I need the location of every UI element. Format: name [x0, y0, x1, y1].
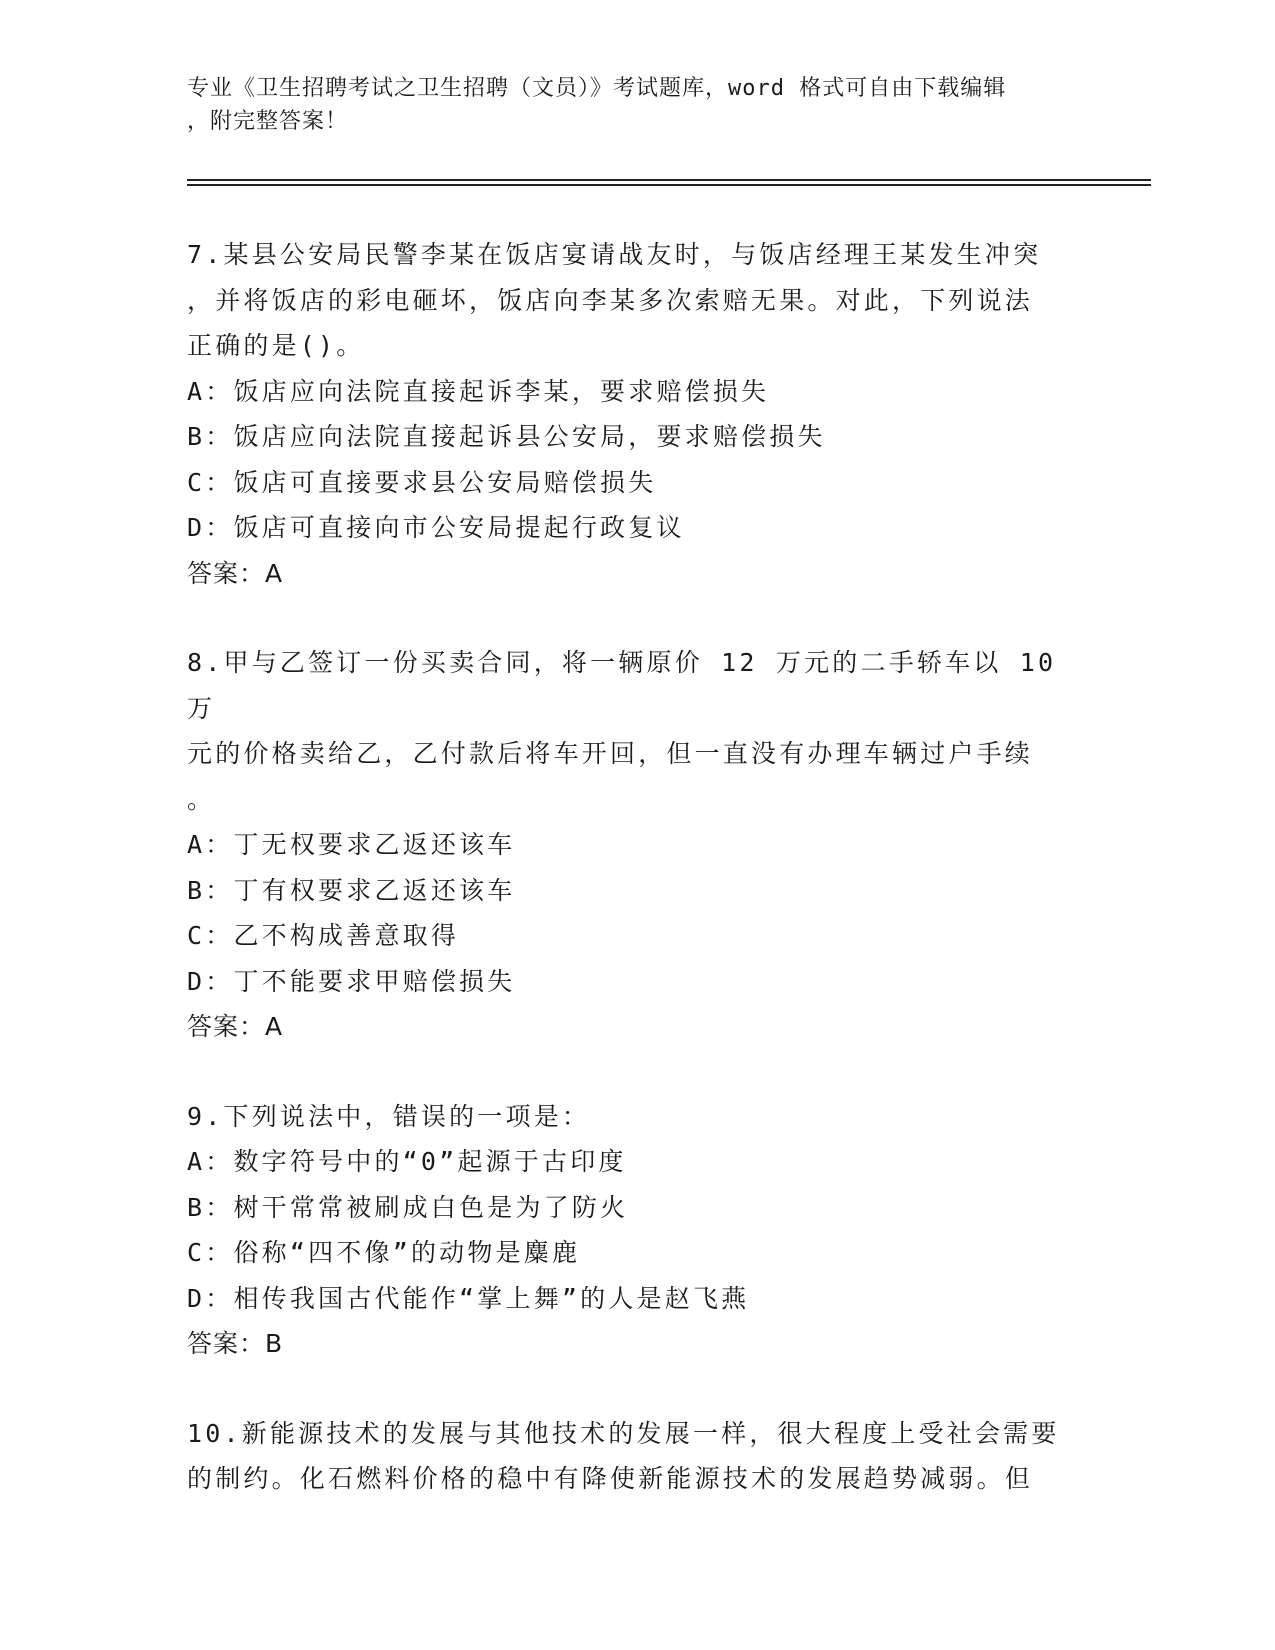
question-10	[187, 1411, 1087, 1502]
document-header: 专业《卫生招聘考试之卫生招聘（文员）》考试题库，word 格式可自由下载编辑 ，附完整答案！	[187, 76, 1007, 134]
option-d: D：相传我国古代能作“掌上舞”的人是赵飞燕	[187, 1283, 750, 1313]
question-text: 7.某县公安局民警李某在饭店宴请战友时，与饭店经理王某发生冲突 ，并将饭店的彩电砸坏，饭店向李某多次索赔无果。对此，下列说法 正确的是()。	[187, 240, 1042, 360]
option-a: A：丁无权要求乙返还该车	[187, 830, 516, 859]
answer: 答案：A	[187, 558, 284, 588]
question-list	[187, 232, 1087, 1502]
option-b: B：饭店应向法院直接起诉县公安局，要求赔偿损失	[187, 422, 826, 451]
option-b: B：树干常常被刷成白色是为了防火	[187, 1192, 629, 1222]
question-text: 8.甲与乙签订一份买卖合同，将一辆原价 12 万元的二手轿车以 10 万 元的价格卖给乙，乙付款后将车开回，但一直没有办理车辆过户手续 。	[187, 648, 1057, 814]
answer: 答案：A	[187, 1012, 284, 1041]
option-d: D：饭店可直接向市公安局提起行政复议	[187, 513, 685, 542]
header-divider-top	[187, 179, 1151, 181]
option-c: C：饭店可直接要求县公安局赔偿损失	[187, 467, 657, 497]
option-d: D：丁不能要求甲赔偿损失	[187, 966, 516, 996]
question-7	[187, 232, 1087, 596]
question-text: 9.下列说法中，错误的一项是：	[187, 1101, 591, 1131]
option-c: C：乙不构成善意取得	[187, 921, 460, 950]
option-a: A：数字符号中的“0”起源于古印度	[187, 1147, 627, 1176]
header-divider-bottom	[187, 184, 1151, 186]
option-a: A：饭店应向法院直接起诉李某，要求赔偿损失	[187, 376, 770, 406]
answer: 答案：B	[187, 1329, 284, 1358]
question-9	[187, 1094, 1087, 1367]
option-b: B：丁有权要求乙返还该车	[187, 875, 516, 905]
question-8	[187, 640, 1087, 1050]
option-c: C：俗称“四不像”的动物是麋鹿	[187, 1238, 581, 1267]
question-text: 10.新能源技术的发展与其他技术的发展一样，很大程度上受社会需要 的制约。化石燃料价格的稳中有降使新能源技术的发展趋势减弱。但	[187, 1418, 1060, 1493]
